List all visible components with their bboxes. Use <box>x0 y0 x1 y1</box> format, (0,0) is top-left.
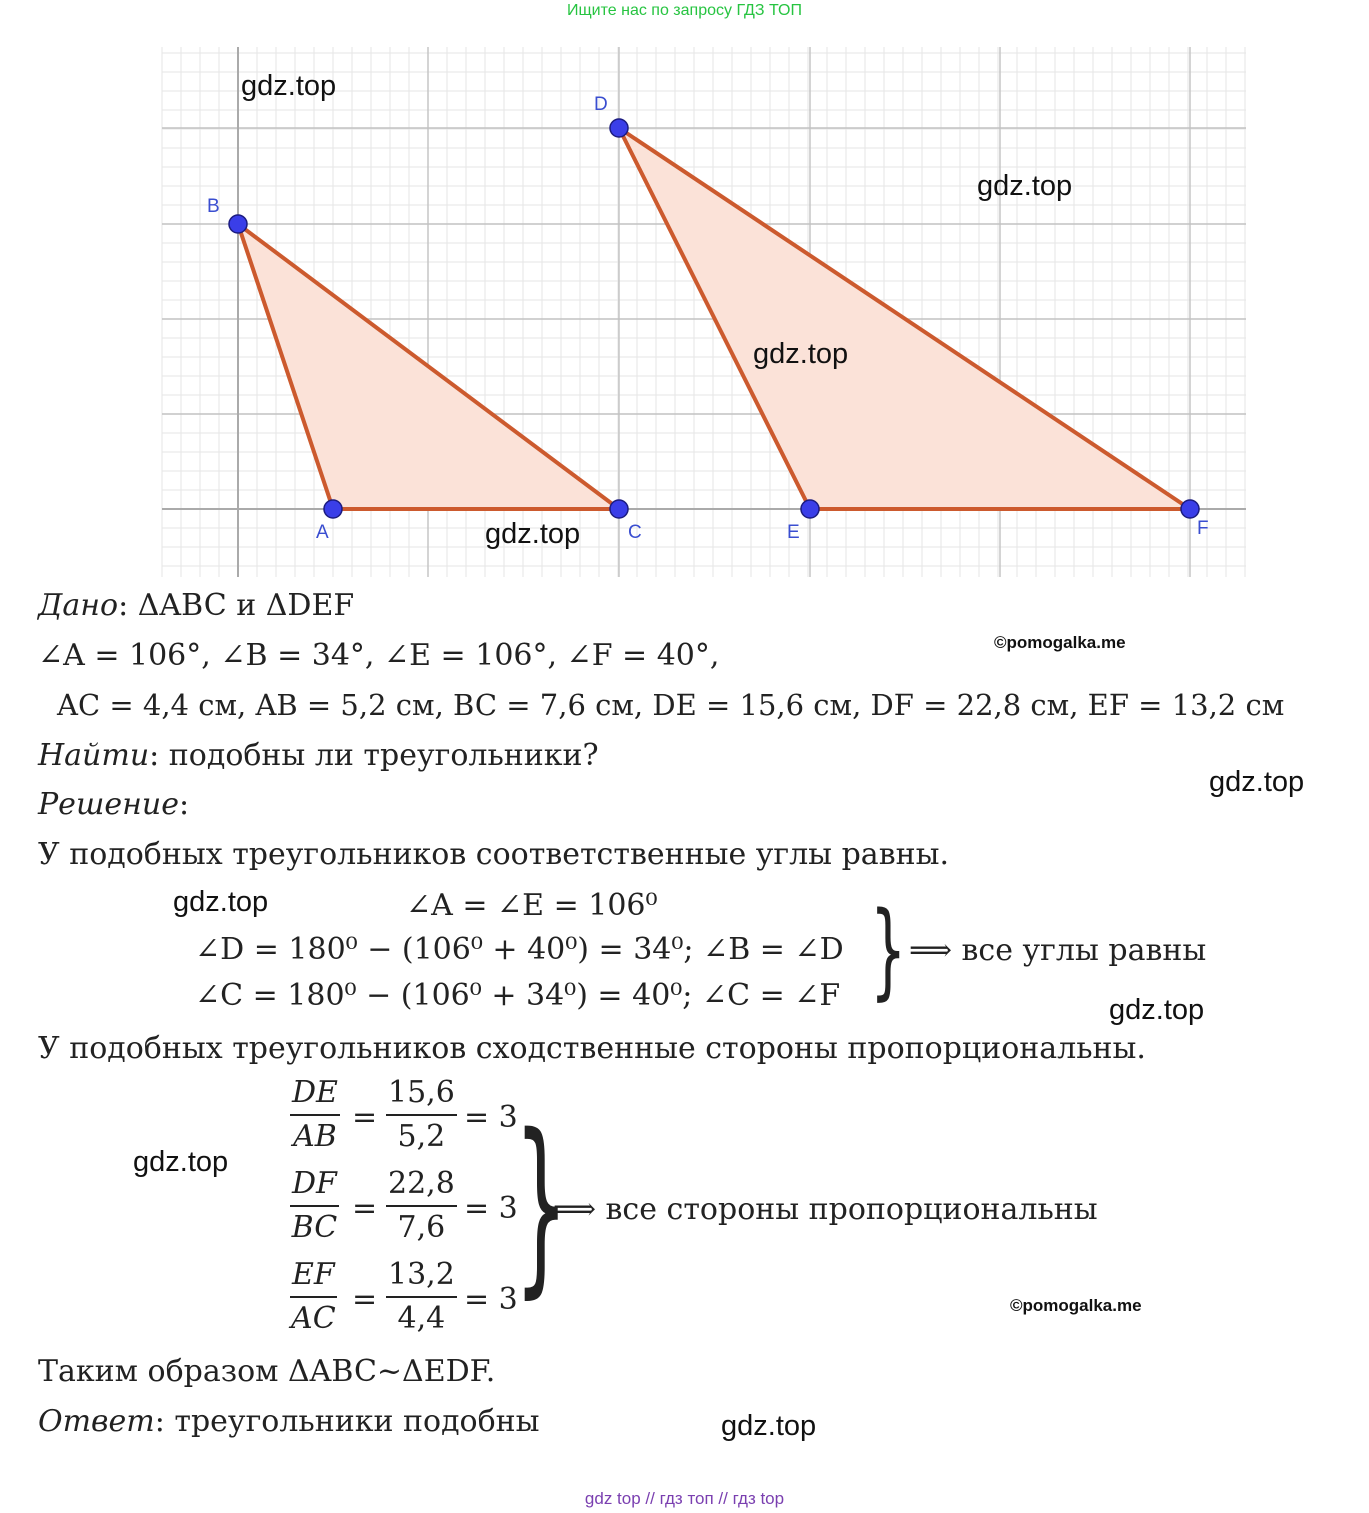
triangles-figure <box>0 0 1369 590</box>
fraction-denominator: AC <box>291 1301 336 1336</box>
given-colon: : <box>118 588 129 623</box>
fraction-df-bc <box>290 1165 339 1247</box>
point-e <box>801 500 819 518</box>
point-b <box>229 215 247 233</box>
ratio-result: = 3 <box>464 1282 518 1317</box>
watermark: gdz.top <box>753 338 849 370</box>
label-c: C <box>628 522 642 543</box>
fraction-numerator: DE <box>290 1074 340 1116</box>
ratio-result: = 3 <box>464 1100 518 1135</box>
fraction-13-2-over-4-4 <box>386 1256 457 1338</box>
angle-equation-2: ∠D = 180⁰ − (106⁰ + 40⁰) = 34⁰; ∠B = ∠D <box>195 932 844 967</box>
fraction-numerator: DF <box>290 1165 339 1207</box>
answer-label: Ответ <box>38 1404 155 1439</box>
given-angles: ∠A = 106°, ∠B = 34°, ∠E = 106°, ∠F = 40°, <box>38 638 720 673</box>
footer-links[interactable]: gdz top // гдз топ // гдз top <box>584 1489 785 1508</box>
fraction-denominator: 4,4 <box>397 1301 446 1336</box>
fraction-numerator: 15,6 <box>386 1074 457 1116</box>
fraction-22-8-over-7-6 <box>386 1165 457 1247</box>
watermark: gdz.top <box>1209 766 1305 798</box>
watermark: gdz.top <box>977 170 1073 202</box>
equals-sign: = <box>352 1282 378 1317</box>
label-e: E <box>787 522 800 543</box>
sides-brace: } <box>514 1094 569 1315</box>
point-d <box>610 119 628 137</box>
copyright: ©pomogalka.me <box>994 633 1126 652</box>
watermark: gdz.top <box>241 70 337 102</box>
copyright: ©pomogalka.me <box>1010 1296 1142 1315</box>
sides-rule: У подобных треугольников сходственные стороны пропорциональны. <box>38 1031 1146 1066</box>
angle-equation-3: ∠C = 180⁰ − (106⁰ + 34⁰) = 40⁰; ∠C = ∠F <box>195 978 841 1013</box>
sides-conclusion: ⟹ все стороны пропорциональны <box>553 1192 1098 1227</box>
fraction-denominator: AB <box>293 1119 337 1154</box>
watermark: gdz.top <box>1109 994 1205 1026</box>
find-line <box>38 738 599 773</box>
solution-label: Решение <box>38 787 179 822</box>
find-text: : подобны ли треугольники? <box>149 738 599 773</box>
answer-line <box>38 1404 540 1439</box>
fraction-numerator: 13,2 <box>386 1256 457 1298</box>
find-label: Найти <box>38 738 150 773</box>
point-f <box>1181 500 1199 518</box>
fraction-numerator: 22,8 <box>386 1165 457 1207</box>
watermark: gdz.top <box>485 518 581 550</box>
conclusion-line: Таким образом ΔABC~ΔEDF. <box>38 1354 496 1389</box>
angles-brace: } <box>870 889 907 1011</box>
fraction-denominator: 7,6 <box>397 1210 446 1245</box>
point-a <box>324 500 342 518</box>
solution-heading <box>38 787 189 822</box>
watermark: gdz.top <box>721 1410 817 1442</box>
fraction-numerator: EF <box>290 1256 337 1298</box>
equals-sign: = <box>352 1191 378 1226</box>
given-triangles: ΔABC и ΔDEF <box>137 588 355 623</box>
equals-sign: = <box>352 1100 378 1135</box>
fraction-denominator: BC <box>291 1210 338 1245</box>
watermark: gdz.top <box>173 886 269 918</box>
ratio-result: = 3 <box>464 1191 518 1226</box>
label-d: D <box>594 94 608 115</box>
given-sides: AC = 4,4 см, AB = 5,2 см, BC = 7,6 см, DE = 15,6 см, DF = 22,8 см, EF = 13,2 см <box>57 688 1285 722</box>
given-label: Дано <box>38 588 119 623</box>
angle-equation-1: ∠A = ∠E = 106⁰ <box>406 888 658 923</box>
label-a: A <box>316 522 329 543</box>
label-f: F <box>1197 518 1209 539</box>
solution-colon: : <box>178 787 190 822</box>
angles-rule: У подобных треугольников соответственные углы равны. <box>38 837 949 872</box>
fraction-ef-ac <box>290 1256 337 1338</box>
given-line <box>38 588 354 623</box>
watermark: gdz.top <box>133 1146 229 1178</box>
fraction-15-6-over-5-2 <box>386 1074 457 1156</box>
point-c <box>610 500 628 518</box>
fraction-de-ab <box>290 1074 340 1156</box>
fraction-denominator: 5,2 <box>397 1119 446 1154</box>
answer-text: : треугольники подобны <box>154 1404 540 1439</box>
label-b: B <box>207 196 220 217</box>
header-search-link[interactable]: Ищите нас по запросу ГДЗ ТОП <box>567 2 802 19</box>
angles-conclusion: ⟹ все углы равны <box>909 933 1207 968</box>
